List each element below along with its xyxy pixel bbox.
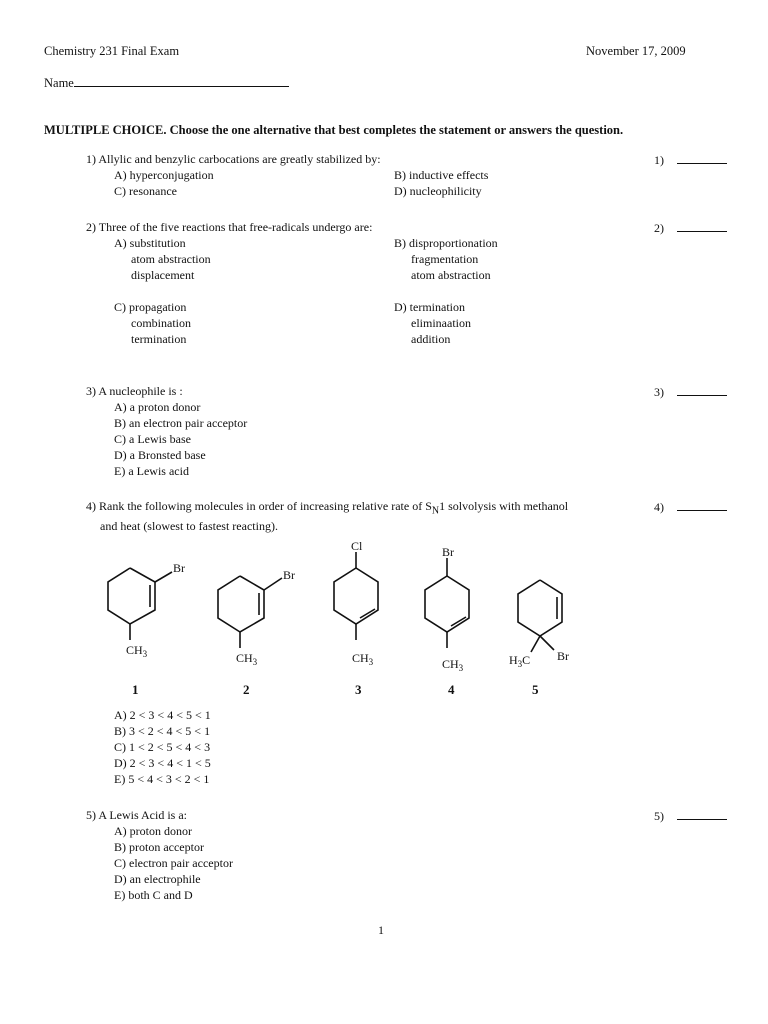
name-label: Name (44, 76, 74, 90)
mol1-bottom-label: $CH_3$ (126, 643, 148, 659)
answer-label: 1) (654, 153, 664, 167)
exam-date: November 17, 2009 (586, 44, 686, 58)
question-1-text: 1) Allylic and benzylic carbocations are greatly stabilized by: (86, 152, 381, 166)
q2-option-b-line2: fragmentation (411, 252, 479, 266)
q5-option-d: D) an electrophile (114, 872, 201, 886)
molecule-2 (218, 576, 282, 648)
question-2-text: 2) Three of the five reactions that free-radicals undergo are: (86, 220, 373, 234)
q2-option-d-line1: D) termination (394, 300, 465, 314)
question-4-text-line2: and heat (slowest to fastest reacting). (100, 519, 278, 533)
q3-option-a: A) a proton donor (114, 400, 201, 414)
page-number: 1 (378, 923, 384, 937)
mol2-number: 2 (243, 682, 250, 697)
q4-option-e: E) 5 < 4 < 3 < 2 < 1 (114, 772, 210, 786)
name-blank-line (74, 75, 289, 87)
mol3-top-label: Cl (351, 539, 363, 553)
mol4-number: 4 (448, 682, 455, 697)
answer-blank (677, 498, 727, 511)
mol5-number: 5 (532, 682, 539, 697)
q2-option-b-line3: atom abstraction (411, 268, 491, 282)
q3-option-e: E) a Lewis acid (114, 464, 189, 478)
answer-blank (677, 151, 727, 164)
question-5-answer (654, 807, 727, 824)
q2-option-c-line3: termination (131, 332, 187, 346)
name-field (44, 75, 289, 91)
question-4-answer (654, 498, 727, 515)
q4-option-d: D) 2 < 3 < 4 < 1 < 5 (114, 756, 211, 770)
answer-label: 5) (654, 809, 664, 823)
mol2-bottom-label: $CH_3$ (236, 651, 258, 667)
mol3-bottom-label: $CH_3$ (352, 651, 374, 667)
molecule-3 (334, 552, 378, 640)
question-4-text (86, 498, 568, 519)
q2-option-b-line1: B) disproportionation (394, 236, 498, 250)
q2-option-a-line3: displacement (131, 268, 195, 282)
mol1-number: 1 (132, 682, 139, 697)
q2-option-a (114, 235, 211, 283)
mol3-number: 3 (355, 682, 362, 697)
q4-option-a: A) 2 < 3 < 4 < 5 < 1 (114, 708, 211, 722)
answer-label: 2) (654, 221, 664, 235)
q2-option-a-line2: atom abstraction (131, 252, 211, 266)
q4-option-b: B) 3 < 2 < 4 < 5 < 1 (114, 724, 211, 738)
q5-option-e: E) both C and D (114, 888, 193, 902)
mol4-bottom-label: $CH_3$ (442, 657, 464, 673)
q2-option-d-line3: addition (411, 332, 451, 346)
question-3-answer (654, 383, 727, 400)
course-title: Chemistry 231 Final Exam (44, 44, 180, 58)
mol5-right-label: Br (557, 649, 569, 663)
q2-option-a-line1: A) substitution (114, 236, 186, 250)
q1-option-a: A) hyperconjugation (114, 168, 214, 182)
q4-molecule-structures (0, 530, 768, 705)
question-3-text: 3) A nucleophile is : (86, 384, 183, 398)
mol2-top-label: Br (283, 568, 295, 582)
q5-option-a: A) proton donor (114, 824, 192, 838)
answer-blank (677, 807, 727, 820)
answer-label: 3) (654, 385, 664, 399)
mol4-top-label: Br (442, 545, 454, 559)
q2-option-b (394, 235, 498, 283)
q4-option-c: C) 1 < 2 < 5 < 4 < 3 (114, 740, 211, 754)
answer-label: 4) (654, 500, 664, 514)
answer-blank (677, 219, 727, 232)
question-1-answer (654, 151, 727, 168)
answer-blank (677, 383, 727, 396)
q4-text-sub: N (431, 505, 440, 517)
molecule-4 (425, 558, 469, 648)
question-2-answer (654, 219, 727, 236)
q5-option-c: C) electron pair acceptor (114, 856, 233, 870)
q2-option-d (394, 299, 471, 347)
q1-option-d: D) nucleophilicity (394, 184, 482, 198)
molecule-5 (518, 580, 562, 652)
q2-option-c (114, 299, 191, 347)
q2-option-d-line2: eliminaation (411, 316, 471, 330)
q3-option-d: D) a Bronsted base (114, 448, 206, 462)
q2-option-c-line1: C) propagation (114, 300, 187, 314)
molecule-1 (108, 568, 172, 640)
q5-option-b: B) proton acceptor (114, 840, 204, 854)
q4-text-part2: 1 solvolysis with methanol (439, 499, 569, 513)
mol1-top-label: Br (173, 561, 185, 575)
instructions: MULTIPLE CHOICE. Choose the one alternative that best completes the statement or answers the question. (44, 123, 624, 137)
question-5-text: 5) A Lewis Acid is a: (86, 808, 187, 822)
q4-text-part1: 4) Rank the following molecules in order of increasing relative rate of S (86, 499, 432, 513)
mol5-left-label: $H_3C$ (509, 653, 531, 669)
q3-option-c: C) a Lewis base (114, 432, 191, 446)
q1-option-c: C) resonance (114, 184, 177, 198)
q2-option-c-line2: combination (131, 316, 191, 330)
q1-option-b: B) inductive effects (394, 168, 489, 182)
q3-option-b: B) an electron pair acceptor (114, 416, 248, 430)
